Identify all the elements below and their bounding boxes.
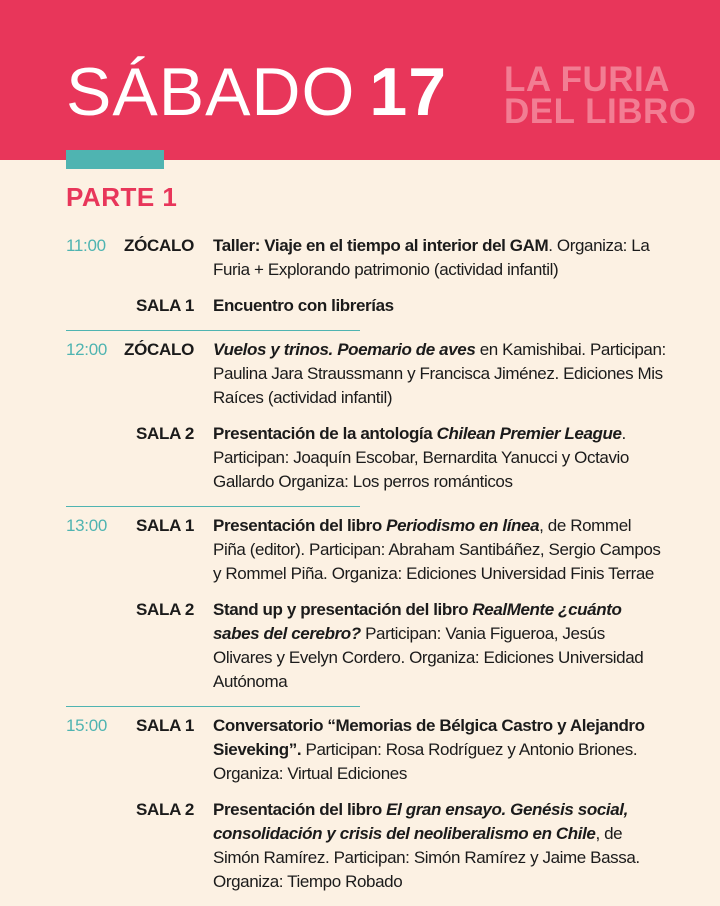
la-furia-logo	[504, 60, 697, 131]
description-segment: . Organiza: La Furia + Explorando patrimonio (actividad infantil)	[213, 236, 650, 279]
section-title: PARTE 1	[66, 182, 178, 212]
event-description	[213, 514, 666, 586]
description-segment: . Participan: Joaquín Escobar, Bernardita Yanucci y Octavio Gallardo Organiza: Los perros románticos	[213, 424, 629, 491]
logo-line-2: DEL LIBRO	[504, 92, 697, 131]
event-room: SALA 1	[135, 716, 194, 735]
event-time: 13:00	[66, 516, 108, 535]
event-room: SALA 1	[135, 516, 194, 535]
event-room: SALA 2	[135, 600, 194, 619]
event-description	[213, 338, 666, 410]
event-row	[66, 234, 666, 282]
event-description	[213, 294, 666, 318]
event-row	[66, 514, 666, 586]
event-row	[66, 294, 666, 318]
description-segment: Encuentro con librerías	[213, 296, 394, 315]
schedule	[66, 234, 666, 906]
description-segment: Participan: Rosa Rodríguez y Antonio Briones. Organiza: Virtual Ediciones	[213, 740, 638, 783]
event-room: SALA 2	[135, 424, 194, 443]
description-segment: Chilean Premier League	[436, 424, 622, 443]
accent-bar	[66, 150, 164, 169]
description-segment: Stand up y presentación del libro	[213, 600, 473, 619]
description-segment: Vuelos y trinos. Poemario de aves	[213, 340, 476, 359]
event-row	[66, 338, 666, 410]
description-segment: Participan: Vania Figueroa, Jesús Olivares y Evelyn Cordero. Organiza: Ediciones Universidad Autónoma	[213, 624, 644, 691]
time-slot	[66, 706, 645, 894]
header-banner	[0, 0, 720, 160]
event-description	[213, 234, 666, 282]
logo-line-1: LA FURIA	[504, 60, 671, 99]
description-segment: El gran ensayo. Genésis social, consolidación y crisis del neoliberalismo en Chile	[213, 800, 628, 843]
event-row	[66, 598, 666, 694]
day-title	[66, 52, 447, 132]
description-segment: RealMente ¿cuánto sabes del cerebro?	[213, 600, 622, 643]
time-slot	[66, 330, 666, 494]
time-slot	[66, 506, 661, 694]
event-time: 15:00	[66, 716, 108, 735]
description-segment: en Kamishibai. Participan: Paulina Jara Straussmann y Francisca Jiménez. Ediciones Mis Raíces (actividad infantil)	[213, 340, 666, 407]
time-slot	[66, 234, 650, 318]
description-segment: Presentación de la antología	[213, 424, 437, 443]
description-segment: Conversatorio “Memorias de Bélgica Castro y Alejandro Sieveking”.	[213, 716, 645, 759]
day-name: SÁBADO	[66, 54, 356, 130]
description-segment: Taller: Viaje en el tiempo al interior del GAM	[213, 236, 549, 255]
event-description	[213, 714, 666, 786]
event-room: ZÓCALO	[124, 236, 194, 255]
day-number: 17	[369, 54, 448, 130]
description-segment: Presentación del libro	[213, 516, 387, 535]
event-description	[213, 598, 666, 694]
description-segment: , de Rommel Piña (editor). Participan: Abraham Santibáñez, Sergio Campos y Rommel Piña. Organiza: Ediciones Universidad Finis Terrae	[213, 516, 661, 583]
event-row	[66, 714, 666, 786]
description-segment: , de Simón Ramírez. Participan: Simón Ramírez y Jaime Bassa. Organiza: Tiempo Robado	[213, 824, 640, 891]
event-time: 12:00	[66, 340, 108, 359]
event-room: SALA 1	[135, 296, 194, 315]
event-room: ZÓCALO	[124, 340, 194, 359]
event-description	[213, 798, 666, 894]
event-row	[66, 422, 666, 494]
event-row	[66, 798, 666, 894]
description-segment: Presentación del libro	[213, 800, 387, 819]
event-room: SALA 2	[135, 800, 194, 819]
event-time: 11:00	[66, 236, 106, 255]
description-segment: Periodismo en línea	[386, 516, 540, 535]
event-description	[213, 422, 666, 494]
